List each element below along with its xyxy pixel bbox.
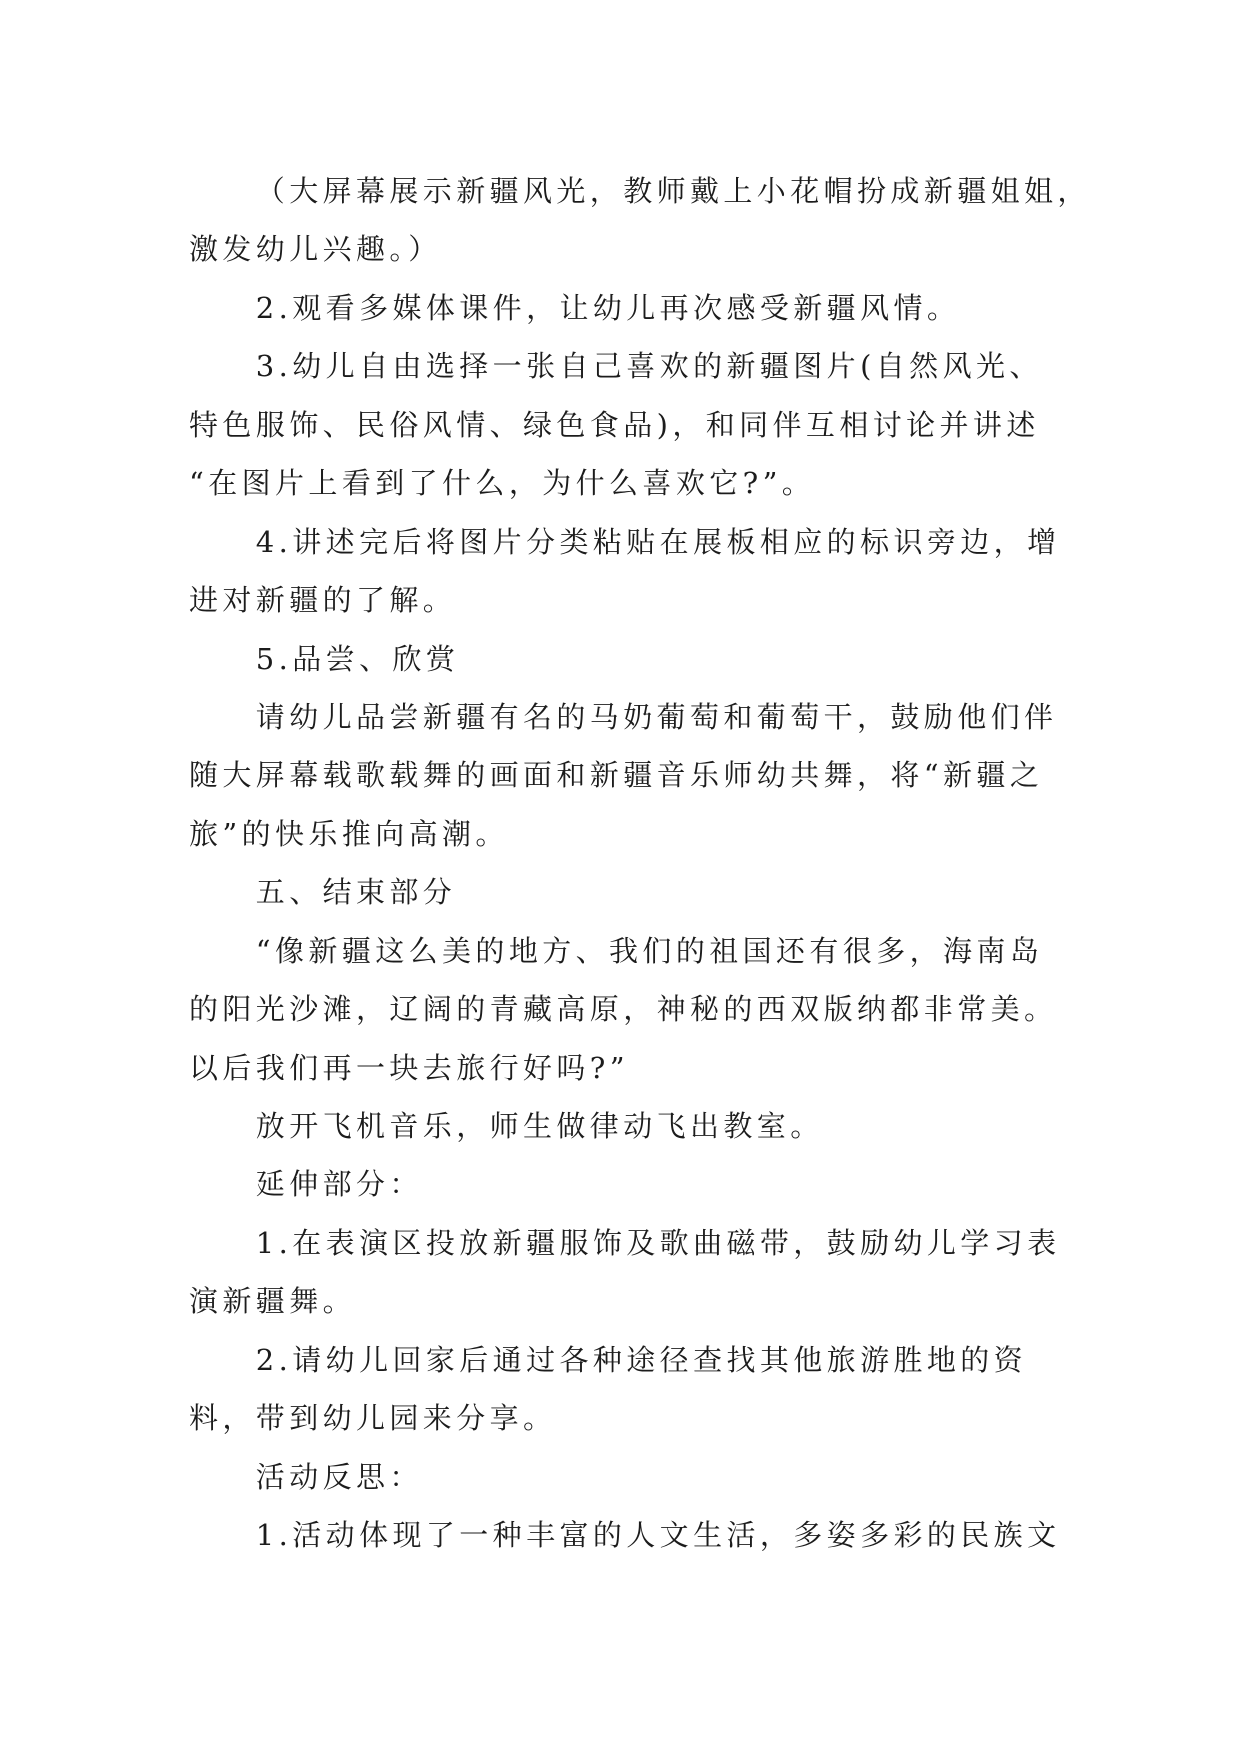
- text-line: 5.品尝、欣赏: [255, 641, 460, 676]
- paragraph-step-2: [189, 279, 1089, 337]
- text-line: 1.在表演区投放新疆服饰及歌曲磁带，鼓励幼儿学习表: [255, 1225, 1061, 1260]
- text-line: “在图片上看到了什么，为什么喜欢它?”。: [189, 466, 816, 501]
- section-heading-reflection: [189, 1448, 1089, 1506]
- paragraph-step-4: [189, 513, 1089, 630]
- text-line: 进对新疆的了解。: [189, 583, 457, 618]
- section-heading-ending: [189, 863, 1089, 921]
- text-line: “像新疆这么美的地方、我们的祖国还有很多，海南岛: [255, 933, 1044, 968]
- text-line: 2.请幼儿回家后通过各种途径查找其他旅游胜地的资: [255, 1342, 1028, 1377]
- text-line: 2.观看多媒体课件，让幼儿再次感受新疆风情。: [255, 290, 961, 325]
- paragraph-ending-music: [189, 1097, 1089, 1155]
- text-line: 五、结束部分: [255, 875, 457, 910]
- text-line: 4.讲述完后将图片分类粘贴在展板相应的标识旁边，增: [255, 524, 1061, 559]
- paragraph-extension-2: [189, 1331, 1089, 1448]
- text-line: 活动反思：: [255, 1459, 423, 1494]
- text-line: 放开飞机音乐，师生做律动飞出教室。: [255, 1109, 824, 1143]
- text-line: 延伸部分：: [255, 1167, 423, 1202]
- text-line: 料，带到幼儿园来分享。: [189, 1401, 557, 1436]
- text-line: 1.活动体现了一种丰富的人文生活，多姿多彩的民族文: [255, 1518, 1061, 1553]
- document-body: [189, 162, 1089, 1565]
- paragraph-extension-1: [189, 1214, 1089, 1331]
- text-line: 特色服饰、民俗风情、绿色食品)，和同伴互相讨论并讲述: [189, 407, 1040, 442]
- paragraph-step-3: [189, 337, 1089, 512]
- text-line: （大屏幕展示新疆风光，教师戴上小花帽扮成新疆姐姐，: [255, 174, 1091, 208]
- text-line: 请幼儿品尝新疆有名的马奶葡萄和葡萄干，鼓励他们伴: [255, 699, 1058, 734]
- text-line: 旅”的快乐推向高潮。: [189, 816, 509, 851]
- paragraph-intro-note: [189, 162, 1089, 279]
- text-line: 随大屏幕载歌载舞的画面和新疆音乐师幼共舞，将“新疆之: [189, 758, 1044, 793]
- paragraph-tasting: [189, 688, 1089, 863]
- text-line: 演新疆舞。: [189, 1284, 357, 1319]
- paragraph-step-5: [189, 630, 1089, 688]
- text-line: 3.幼儿自由选择一张自己喜欢的新疆图片(自然风光、: [255, 349, 1043, 384]
- text-line: 激发幼儿兴趣。）: [189, 232, 442, 267]
- text-line: 以后我们再一块去旅行好吗?”: [189, 1050, 629, 1085]
- paragraph-ending-quote: [189, 922, 1089, 1097]
- text-line: 的阳光沙滩，辽阔的青藏高原，神秘的西双版纳都非常美。: [189, 992, 1058, 1027]
- paragraph-reflection-1: [189, 1506, 1089, 1564]
- section-heading-extension: [189, 1155, 1089, 1213]
